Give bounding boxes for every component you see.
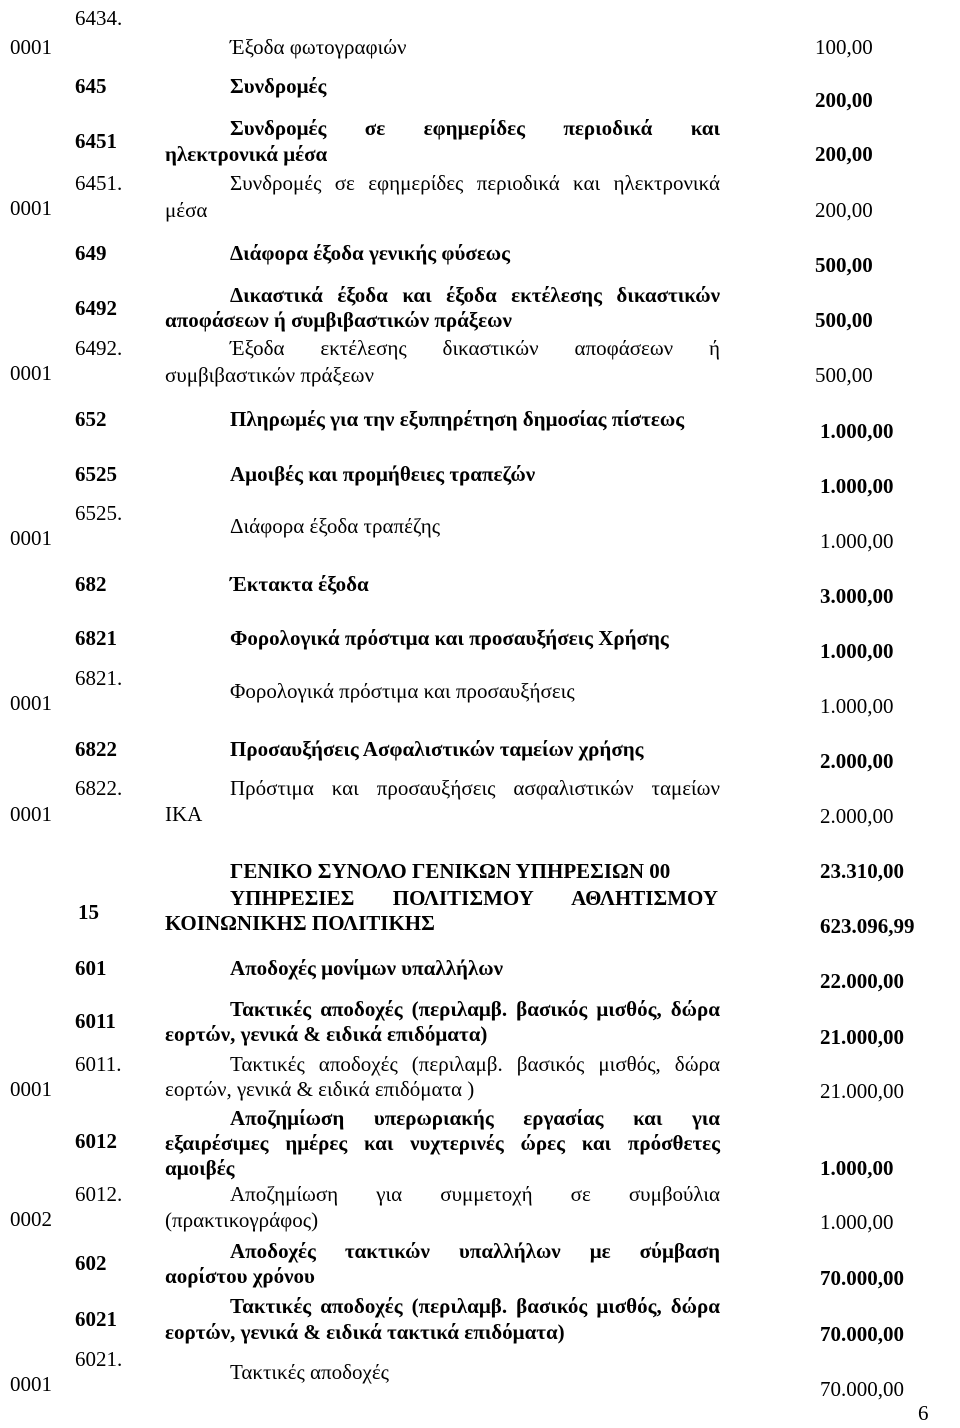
entry-code: 6021 [75, 1307, 117, 1331]
account-number: 0001 [10, 1077, 52, 1101]
service-code: 15 [78, 900, 99, 924]
entry-description: Τακτικές αποδοχές [230, 1360, 389, 1384]
entry-description-continued: εορτών, γενικά & ειδικά επιδόματα ) [165, 1077, 475, 1101]
entry-amount: 200,00 [815, 88, 873, 112]
account-number: 0001 [10, 802, 52, 826]
entry-description: Αποδοχές τακτικών υπαλλήλων με σύμβαση [230, 1239, 720, 1263]
entry-code: 682 [75, 572, 107, 596]
grand-total-amount: 23.310,00 [820, 859, 904, 883]
entry-description: Φορολογικά πρόστιμα και προσαυξήσεις Χρήσης [230, 626, 669, 650]
entry-code: 6821. [75, 666, 123, 690]
account-number: 0001 [10, 196, 52, 220]
entry-description-continued: ηλεκτρονικά μέσα [165, 142, 328, 166]
entry-code: 6021. [75, 1347, 123, 1371]
entry-description: Αμοιβές και προμήθειες τραπεζών [230, 462, 536, 486]
entry-description-continued: μέσα [165, 198, 208, 222]
entry-description: Συνδρομές σε εφημερίδες περιοδικά και [230, 116, 720, 140]
entry-amount: 1.000,00 [820, 419, 894, 443]
entry-description: Συνδρομές σε εφημερίδες περιοδικά και ηλεκτρονικά [230, 171, 720, 195]
entry-description-continued: (πρακτικογράφος) [165, 1208, 319, 1232]
entry-amount: 1.000,00 [820, 1156, 894, 1180]
entry-code: 6822. [75, 776, 123, 800]
entry-description: Αποδοχές μονίμων υπαλλήλων [230, 956, 504, 980]
entry-amount: 1.000,00 [820, 694, 894, 718]
entry-code: 6451. [75, 171, 123, 195]
account-number: 0001 [10, 1372, 52, 1396]
entry-amount: 500,00 [815, 363, 873, 387]
entry-description-continued: ΙΚΑ [165, 802, 203, 826]
entry-amount: 1.000,00 [820, 474, 894, 498]
entry-amount: 70.000,00 [820, 1266, 904, 1290]
page-number: 6 [918, 1401, 929, 1425]
entry-description: Συνδρομές [230, 74, 327, 98]
account-number: 0001 [10, 361, 52, 385]
grand-total-label: ΓΕΝΙΚΟ ΣΥΝΟΛΟ ΓΕΝΙΚΩΝ ΥΠΗΡΕΣΙΩΝ 00 [230, 859, 671, 883]
entry-code: 649 [75, 241, 107, 265]
entry-amount: 1.000,00 [820, 529, 894, 553]
entry-code: 6492 [75, 296, 117, 320]
entry-amount: 70.000,00 [820, 1322, 904, 1346]
entry-amount: 22.000,00 [820, 969, 904, 993]
entry-code: 6012 [75, 1129, 117, 1153]
entry-amount: 1.000,00 [820, 639, 894, 663]
entry-code: 6451 [75, 129, 117, 153]
entry-code: 602 [75, 1251, 107, 1275]
entry-description: Έκτακτα έξοδα [230, 572, 369, 596]
entry-code: 6822 [75, 737, 117, 761]
entry-amount: 2.000,00 [820, 804, 894, 828]
service-title: ΥΠΗΡΕΣΙΕΣ ΠΟΛΙΤΙΣΜΟΥ ΑΘΛΗΤΙΣΜΟΥ [230, 886, 718, 910]
entry-description: Φορολογικά πρόστιμα και προσαυξήσεις [230, 679, 575, 703]
account-number: 0001 [10, 35, 52, 59]
entry-amount: 500,00 [815, 308, 873, 332]
account-number: 0002 [10, 1207, 52, 1231]
service-title-continued: ΚΟΙΝΩΝΙΚΗΣ ΠΟΛΙΤΙΚΗΣ [165, 911, 435, 935]
entry-code: 6011 [75, 1009, 116, 1033]
entry-description: Προσαυξήσεις Ασφαλιστικών ταμείων χρήσης [230, 737, 644, 761]
entry-description: Πρόστιμα και προσαυξήσεις ασφαλιστικών ταμείων [230, 776, 720, 800]
entry-code: 652 [75, 407, 107, 431]
entry-description: Έξοδα εκτέλεσης δικαστικών αποφάσεων ή [230, 336, 720, 360]
entry-description-continued: εορτών, γενικά & ειδικά επιδόματα) [165, 1022, 488, 1046]
entry-description: Τακτικές αποδοχές (περιλαμβ. βασικός μισθός, δώρα [230, 1052, 720, 1076]
entry-code: 6012. [75, 1182, 123, 1206]
entry-amount: 200,00 [815, 198, 873, 222]
entry-code: 6011. [75, 1052, 122, 1076]
entry-code: 6525. [75, 501, 123, 525]
entry-code: 6434. [75, 6, 123, 30]
entry-description: Πληρωμές για την εξυπηρέτηση δημοσίας πίστεως [230, 407, 685, 431]
entry-code: 601 [75, 956, 107, 980]
entry-description-continued: συμβιβαστικών πράξεων [165, 363, 374, 387]
entry-description: Διάφορα έξοδα τραπέζης [230, 514, 441, 538]
entry-description-continued: εξαιρέσιμες ημέρες και νυχτερινές ώρες και πρόσθετες [165, 1131, 720, 1155]
account-number: 0001 [10, 526, 52, 550]
entry-description: Δικαστικά έξοδα και έξοδα εκτέλεσης δικαστικών [230, 283, 720, 307]
entry-code: 645 [75, 74, 107, 98]
entry-code: 6492. [75, 336, 123, 360]
service-total-amount: 623.096,99 [820, 914, 915, 938]
entry-description-continued: αμοιβές [165, 1156, 235, 1180]
entry-amount: 2.000,00 [820, 749, 894, 773]
entry-amount: 21.000,00 [820, 1079, 904, 1103]
entry-amount: 200,00 [815, 142, 873, 166]
entry-amount: 500,00 [815, 253, 873, 277]
entry-amount: 70.000,00 [820, 1377, 904, 1401]
entry-description: Διάφορα έξοδα γενικής φύσεως [230, 241, 511, 265]
entry-description-continued: αορίστου χρόνου [165, 1264, 315, 1288]
entry-description: Αποζημίωση για συμμετοχή σε συμβούλια [230, 1182, 720, 1206]
account-number: 0001 [10, 691, 52, 715]
entry-description-continued: εορτών, γενικά & ειδικά τακτικά επιδόματα) [165, 1320, 565, 1344]
entry-description: Τακτικές αποδοχές (περιλαμβ. βασικός μισθός, δώρα [230, 1294, 720, 1318]
entry-description: Τακτικές αποδοχές (περιλαμβ. βασικός μισθός, δώρα [230, 997, 720, 1021]
entry-amount: 21.000,00 [820, 1025, 904, 1049]
entry-code: 6821 [75, 626, 117, 650]
entry-code: 6525 [75, 462, 117, 486]
entry-amount: 1.000,00 [820, 1210, 894, 1234]
entry-amount: 100,00 [815, 35, 873, 59]
entry-description: Έξοδα φωτογραφιών [230, 35, 407, 59]
entry-description-continued: αποφάσεων ή συμβιβαστικών πράξεων [165, 308, 512, 332]
entry-description: Αποζημίωση υπερωριακής εργασίας και για [230, 1106, 720, 1130]
entry-amount: 3.000,00 [820, 584, 894, 608]
